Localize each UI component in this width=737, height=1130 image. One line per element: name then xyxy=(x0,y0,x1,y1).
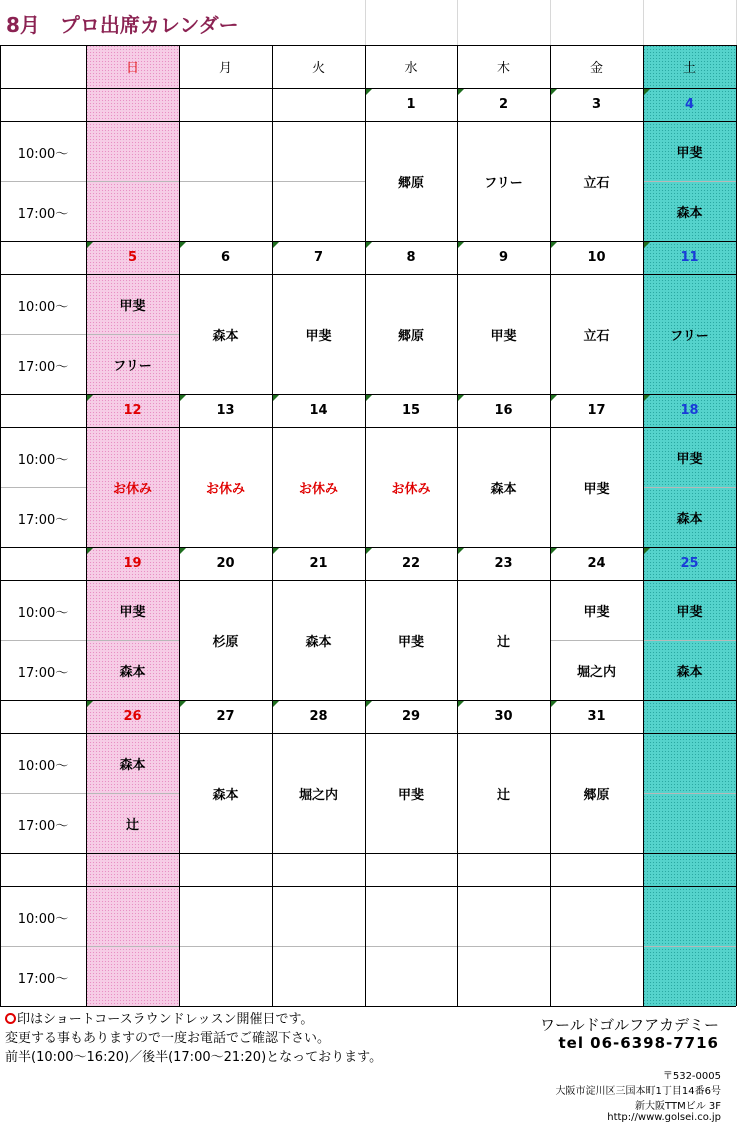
date-number: 31 xyxy=(587,709,606,724)
grid-line-gray xyxy=(550,640,643,641)
pro-cell: 辻 xyxy=(496,787,510,803)
grid-line xyxy=(457,45,458,1006)
grid-line-gray xyxy=(86,640,179,641)
pro-cell: 堀之内 xyxy=(576,664,616,680)
grid-line xyxy=(0,121,736,122)
pro-cell: 森本 xyxy=(119,664,146,680)
pro-cell: フリー xyxy=(670,328,709,344)
grid-line xyxy=(0,241,736,242)
grid-line-gray xyxy=(0,640,86,641)
corner-marker-icon xyxy=(458,89,464,95)
grid-line-gray xyxy=(272,181,365,182)
weekday-header: 火 xyxy=(311,61,325,76)
time-label: 10:00～ xyxy=(17,912,69,927)
corner-marker-icon xyxy=(551,548,557,554)
grid-line-gray xyxy=(0,793,86,794)
date-number: 26 xyxy=(123,709,142,724)
pro-cell: お休み xyxy=(298,481,338,497)
grid-line-gray xyxy=(0,946,86,947)
title-row xyxy=(0,0,737,45)
grid-divider xyxy=(550,0,551,45)
page-title: 8月 プロ出席カレンダー xyxy=(6,13,239,37)
grid-line xyxy=(0,45,736,46)
grid-line xyxy=(0,580,736,581)
pro-cell: 森本 xyxy=(305,634,332,650)
pro-cell: フリー xyxy=(113,358,152,374)
pro-cell: 森本 xyxy=(676,511,703,527)
time-label: 17:00～ xyxy=(17,666,69,681)
date-number: 12 xyxy=(123,403,142,418)
grid-divider xyxy=(457,0,458,45)
grid-line xyxy=(643,45,644,1006)
date-number: 16 xyxy=(494,403,513,418)
grid-line xyxy=(0,427,736,428)
pro-cell: 森本 xyxy=(212,787,239,803)
corner-marker-icon xyxy=(273,395,279,401)
red-circle-icon xyxy=(5,1013,16,1024)
corner-marker-icon xyxy=(644,89,650,95)
grid-line xyxy=(0,733,736,734)
grid-line-gray xyxy=(643,487,736,488)
note-line-2: 変更する事もありますので一度お電話でご確認下さい。 xyxy=(5,1031,331,1046)
pro-cell: 郷原 xyxy=(583,787,610,803)
weekday-header: 水 xyxy=(404,61,418,76)
date-number: 29 xyxy=(401,709,421,724)
grid-line-gray xyxy=(550,946,643,947)
grid-line-gray xyxy=(643,640,736,641)
pro-cell: 森本 xyxy=(119,757,146,773)
corner-marker-icon xyxy=(366,89,372,95)
pro-cell: 甲斐 xyxy=(119,298,146,314)
pro-cell: 郷原 xyxy=(397,328,424,344)
corner-marker-icon xyxy=(551,701,557,707)
corner-marker-icon xyxy=(551,242,557,248)
website-url[interactable]: http://www.golsei.co.jp xyxy=(607,1112,721,1123)
grid-line-gray xyxy=(457,946,550,947)
pro-cell: 甲斐 xyxy=(676,145,703,161)
date-number: 25 xyxy=(680,556,699,571)
time-label: 17:00～ xyxy=(17,360,69,375)
pro-cell: お休み xyxy=(391,481,431,497)
note-line-3: 前半(10:00～16:20)／後半(17:00～21:20)となっております。 xyxy=(5,1050,383,1065)
corner-marker-icon xyxy=(644,242,650,248)
corner-marker-icon xyxy=(87,701,93,707)
calendar-grid xyxy=(0,45,737,1007)
date-number: 21 xyxy=(309,556,328,571)
grid-line xyxy=(0,394,736,395)
time-label: 17:00～ xyxy=(17,819,69,834)
pro-cell: 郷原 xyxy=(397,175,424,191)
time-label: 10:00～ xyxy=(17,300,69,315)
corner-marker-icon xyxy=(366,548,372,554)
weekday-header: 金 xyxy=(589,61,603,76)
pro-cell: 立石 xyxy=(583,175,610,191)
pro-cell: 森本 xyxy=(490,481,517,497)
grid-line-gray xyxy=(179,946,272,947)
note-line-1 xyxy=(5,1008,313,1027)
corner-marker-icon xyxy=(644,548,650,554)
grid-divider xyxy=(365,0,366,45)
date-number: 11 xyxy=(680,250,699,265)
weekday-header: 土 xyxy=(682,61,696,76)
corner-marker-icon xyxy=(180,242,186,248)
grid-divider xyxy=(643,0,644,45)
grid-line xyxy=(0,700,736,701)
corner-marker-icon xyxy=(180,701,186,707)
date-number: 30 xyxy=(494,709,513,724)
pro-cell: 辻 xyxy=(125,817,139,833)
corner-marker-icon xyxy=(180,395,186,401)
pro-cell: 森本 xyxy=(676,205,703,221)
corner-marker-icon xyxy=(273,242,279,248)
date-number: 18 xyxy=(680,403,699,418)
pro-cell: お休み xyxy=(205,481,245,497)
corner-marker-icon xyxy=(180,548,186,554)
footer xyxy=(0,1007,737,1130)
grid-line-gray xyxy=(86,181,179,182)
pro-cell: 甲斐 xyxy=(397,787,424,803)
pro-cell: 甲斐 xyxy=(583,481,610,497)
pro-cell: 堀之内 xyxy=(298,787,338,803)
grid-line xyxy=(0,88,736,89)
corner-marker-icon xyxy=(273,701,279,707)
pro-cell: フリー xyxy=(484,175,523,191)
pro-cell: 森本 xyxy=(676,664,703,680)
grid-line xyxy=(0,274,736,275)
date-number: 7 xyxy=(313,250,324,265)
date-number: 24 xyxy=(587,556,606,571)
weekday-header: 日 xyxy=(125,61,139,76)
grid-line xyxy=(550,45,551,1006)
grid-line xyxy=(0,886,736,887)
corner-marker-icon xyxy=(458,701,464,707)
corner-marker-icon xyxy=(644,395,650,401)
corner-marker-icon xyxy=(458,548,464,554)
pro-cell: 森本 xyxy=(212,328,239,344)
date-number: 10 xyxy=(587,250,606,265)
pro-cell: 甲斐 xyxy=(397,634,424,650)
postal-code: 〒532-0005 xyxy=(662,1071,721,1082)
grid-line-gray xyxy=(0,181,86,182)
building: 新大阪TTMビル 3F xyxy=(635,1101,721,1112)
grid-line xyxy=(365,45,366,1006)
date-number: 13 xyxy=(216,403,235,418)
date-number: 6 xyxy=(220,250,231,265)
time-label: 10:00～ xyxy=(17,147,69,162)
date-number: 8 xyxy=(406,250,416,265)
corner-marker-icon xyxy=(87,242,93,248)
date-number: 14 xyxy=(309,403,328,418)
time-label: 10:00～ xyxy=(17,453,69,468)
grid-line-gray xyxy=(643,181,736,182)
corner-marker-icon xyxy=(458,242,464,248)
grid-line-gray xyxy=(643,946,736,947)
date-number: 3 xyxy=(591,97,602,112)
grid-line-gray xyxy=(86,334,179,335)
pro-cell: 甲斐 xyxy=(676,451,703,467)
pro-cell: 立石 xyxy=(583,328,610,344)
company-tel: tel 06-6398-7716 xyxy=(558,1034,719,1052)
date-number: 2 xyxy=(498,97,509,112)
grid-line xyxy=(0,853,736,854)
pro-cell: お休み xyxy=(112,481,152,497)
time-label: 10:00～ xyxy=(17,759,69,774)
corner-marker-icon xyxy=(551,89,557,95)
date-number: 27 xyxy=(216,709,235,724)
date-number: 22 xyxy=(401,556,421,571)
company-name: ワールドゴルフアカデミー xyxy=(540,1016,719,1034)
grid-line-gray xyxy=(272,946,365,947)
corner-marker-icon xyxy=(87,395,93,401)
date-number: 15 xyxy=(401,403,421,418)
corner-marker-icon xyxy=(366,395,372,401)
pro-cell: 杉原 xyxy=(212,634,239,650)
grid-line xyxy=(0,547,736,548)
grid-line-gray xyxy=(643,793,736,794)
corner-marker-icon xyxy=(366,701,372,707)
weekday-header: 木 xyxy=(496,61,510,76)
pro-cell: 甲斐 xyxy=(490,328,517,344)
pro-cell: 甲斐 xyxy=(119,604,146,620)
grid-line xyxy=(0,45,1,1006)
pro-cell: 甲斐 xyxy=(676,604,703,620)
corner-marker-icon xyxy=(273,548,279,554)
corner-marker-icon xyxy=(551,395,557,401)
grid-line xyxy=(86,45,87,1006)
grid-line-gray xyxy=(0,487,86,488)
corner-marker-icon xyxy=(87,548,93,554)
note-text-1: 印はショートコースラウンドレッスン開催日です。 xyxy=(17,1012,314,1027)
time-label: 17:00～ xyxy=(17,972,69,987)
corner-marker-icon xyxy=(366,242,372,248)
pro-cell: 甲斐 xyxy=(583,604,610,620)
date-number: 17 xyxy=(587,403,606,418)
time-label: 10:00～ xyxy=(17,606,69,621)
grid-line-gray xyxy=(365,946,457,947)
grid-line-gray xyxy=(86,946,179,947)
time-label: 17:00～ xyxy=(17,207,69,222)
date-number: 4 xyxy=(684,97,695,112)
grid-line xyxy=(179,45,180,1006)
grid-line-gray xyxy=(179,181,272,182)
pro-cell: 甲斐 xyxy=(305,328,332,344)
grid-line-gray xyxy=(0,334,86,335)
date-number: 20 xyxy=(216,556,235,571)
corner-marker-icon xyxy=(458,395,464,401)
date-number: 1 xyxy=(406,97,416,112)
time-label: 17:00～ xyxy=(17,513,69,528)
address: 大阪市淀川区三国本町1丁目14番6号 xyxy=(555,1086,721,1097)
date-number: 23 xyxy=(494,556,513,571)
date-number: 9 xyxy=(498,250,509,265)
pro-cell: 辻 xyxy=(496,634,510,650)
grid-line xyxy=(272,45,273,1006)
date-number: 5 xyxy=(127,250,138,265)
weekday-header: 月 xyxy=(218,61,232,76)
date-number: 28 xyxy=(309,709,328,724)
date-number: 19 xyxy=(123,556,142,571)
grid-line-gray xyxy=(86,793,179,794)
